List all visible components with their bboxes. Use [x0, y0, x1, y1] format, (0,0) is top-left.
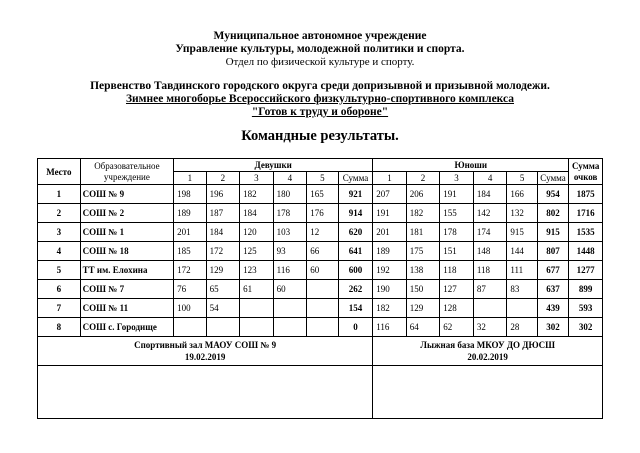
- girls-score-cell: 76: [174, 280, 207, 299]
- place-cell: 1: [38, 185, 81, 204]
- total-cell: 593: [569, 299, 603, 318]
- girls-sum-cell: 600: [338, 261, 373, 280]
- boys-score-cell: 178: [440, 223, 474, 242]
- place-cell: 4: [38, 242, 81, 261]
- boys-score-cell: 175: [406, 242, 440, 261]
- boys-score-cell: 83: [507, 280, 537, 299]
- boys-col-5-header: 5: [507, 172, 537, 185]
- girls-score-cell: 12: [307, 223, 338, 242]
- girls-score-cell: 61: [240, 280, 274, 299]
- table-row: [38, 318, 603, 337]
- table-row: [38, 242, 603, 261]
- venue-left: [38, 337, 373, 366]
- girls-score-cell: [240, 318, 274, 337]
- boys-score-cell: 181: [406, 223, 440, 242]
- boys-score-cell: 191: [373, 204, 407, 223]
- school-cell: СОШ № 11: [80, 299, 173, 318]
- girls-score-cell: 60: [273, 280, 307, 299]
- table-row: [38, 261, 603, 280]
- girls-score-cell: [174, 318, 207, 337]
- table-row: [38, 185, 603, 204]
- boys-score-cell: 128: [440, 299, 474, 318]
- table-row: [38, 299, 603, 318]
- girls-sum-cell: 914: [338, 204, 373, 223]
- girls-score-cell: 182: [240, 185, 274, 204]
- event-subtitle: Зимнее многоборье Всероссийского физкультурно-спортивного комплекса: [125, 93, 515, 105]
- boys-score-cell: 148: [473, 242, 507, 261]
- total-cell: 1875: [569, 185, 603, 204]
- blank-row: [38, 366, 603, 419]
- girls-score-cell: 189: [174, 204, 207, 223]
- event-complex: "Готов к труду и обороне": [251, 106, 389, 118]
- girls-score-cell: 180: [273, 185, 307, 204]
- girls-score-cell: [273, 299, 307, 318]
- boys-score-cell: 191: [440, 185, 474, 204]
- girls-score-cell: [307, 280, 338, 299]
- girls-score-cell: 66: [307, 242, 338, 261]
- col-boys-header: Юноши: [373, 159, 569, 172]
- boys-score-cell: 151: [440, 242, 474, 261]
- place-cell: 5: [38, 261, 81, 280]
- boys-sum-header: Сумма: [537, 172, 569, 185]
- total-cell: 302: [569, 318, 603, 337]
- girls-score-cell: [273, 318, 307, 337]
- boys-sum-cell: 677: [537, 261, 569, 280]
- boys-score-cell: 150: [406, 280, 440, 299]
- boys-score-cell: 192: [373, 261, 407, 280]
- boys-score-cell: 155: [440, 204, 474, 223]
- table-row: [38, 223, 603, 242]
- boys-score-cell: 129: [406, 299, 440, 318]
- girls-sum-cell: 0: [338, 318, 373, 337]
- col-total-header: Сумма очков: [569, 159, 603, 185]
- boys-score-cell: 132: [507, 204, 537, 223]
- boys-score-cell: [473, 299, 507, 318]
- total-cell: 899: [569, 280, 603, 299]
- boys-score-cell: [507, 299, 537, 318]
- table-row: [38, 280, 603, 299]
- girls-score-cell: 184: [240, 204, 274, 223]
- girls-col-3-header: 3: [240, 172, 274, 185]
- girls-score-cell: 198: [174, 185, 207, 204]
- boys-score-cell: 189: [373, 242, 407, 261]
- boys-score-cell: 118: [473, 261, 507, 280]
- total-cell: 1448: [569, 242, 603, 261]
- girls-score-cell: 187: [206, 204, 240, 223]
- girls-score-cell: 93: [273, 242, 307, 261]
- event-title: Первенство Тавдинского городского округа среди допризывной и призывной молодежи.: [90, 80, 550, 92]
- venue-left-date: 19.02.2019: [184, 352, 226, 362]
- girls-score-cell: 103: [273, 223, 307, 242]
- girls-score-cell: 201: [174, 223, 207, 242]
- boys-col-3-header: 3: [440, 172, 474, 185]
- org-name: Муниципальное автономное учреждение: [213, 30, 427, 42]
- school-cell: СОШ № 1: [80, 223, 173, 242]
- boys-score-cell: 64: [406, 318, 440, 337]
- col-girls-header: Девушки: [174, 159, 373, 172]
- boys-score-cell: 182: [373, 299, 407, 318]
- venue-left-name: Спортивный зал МАОУ СОШ № 9: [134, 340, 277, 350]
- boys-score-cell: 206: [406, 185, 440, 204]
- girls-score-cell: 65: [206, 280, 240, 299]
- girls-score-cell: 172: [206, 242, 240, 261]
- boys-score-cell: 138: [406, 261, 440, 280]
- girls-col-1-header: 1: [174, 172, 207, 185]
- girls-score-cell: [240, 299, 274, 318]
- venue-row: [38, 337, 603, 366]
- place-cell: 3: [38, 223, 81, 242]
- girls-score-cell: 176: [307, 204, 338, 223]
- place-cell: 2: [38, 204, 81, 223]
- place-cell: 8: [38, 318, 81, 337]
- girls-score-cell: 184: [206, 223, 240, 242]
- boys-score-cell: 111: [507, 261, 537, 280]
- girls-score-cell: 172: [174, 261, 207, 280]
- girls-col-4-header: 4: [273, 172, 307, 185]
- girls-sum-cell: 620: [338, 223, 373, 242]
- boys-col-4-header: 4: [473, 172, 507, 185]
- venue-right-name: Лыжная база МКОУ ДО ДЮСШ: [420, 340, 555, 350]
- boys-score-cell: 915: [507, 223, 537, 242]
- boys-score-cell: 28: [507, 318, 537, 337]
- girls-score-cell: 196: [206, 185, 240, 204]
- school-cell: СОШ № 2: [80, 204, 173, 223]
- girls-score-cell: 54: [206, 299, 240, 318]
- boys-sum-cell: 807: [537, 242, 569, 261]
- boys-col-1-header: 1: [373, 172, 407, 185]
- blank-right: [373, 366, 603, 419]
- girls-sum-cell: 262: [338, 280, 373, 299]
- girls-score-cell: 185: [174, 242, 207, 261]
- results-title: Командные результаты.: [241, 128, 399, 144]
- boys-sum-cell: 954: [537, 185, 569, 204]
- boys-score-cell: 166: [507, 185, 537, 204]
- place-cell: 7: [38, 299, 81, 318]
- col-place-header: Место: [38, 159, 81, 185]
- girls-score-cell: 120: [240, 223, 274, 242]
- school-cell: СОШ № 18: [80, 242, 173, 261]
- boys-score-cell: 127: [440, 280, 474, 299]
- blank-left: [38, 366, 373, 419]
- girls-col-2-header: 2: [206, 172, 240, 185]
- girls-sum-cell: 641: [338, 242, 373, 261]
- school-cell: СОШ № 9: [80, 185, 173, 204]
- boys-score-cell: 207: [373, 185, 407, 204]
- girls-score-cell: [206, 318, 240, 337]
- school-cell: СОШ с. Городище: [80, 318, 173, 337]
- place-cell: 6: [38, 280, 81, 299]
- boys-score-cell: 201: [373, 223, 407, 242]
- boys-sum-cell: 439: [537, 299, 569, 318]
- boys-score-cell: 184: [473, 185, 507, 204]
- boys-col-2-header: 2: [406, 172, 440, 185]
- girls-score-cell: 123: [240, 261, 274, 280]
- venue-right: [373, 337, 603, 366]
- boys-sum-cell: 637: [537, 280, 569, 299]
- total-cell: 1535: [569, 223, 603, 242]
- boys-score-cell: 144: [507, 242, 537, 261]
- school-cell: СОШ № 7: [80, 280, 173, 299]
- boys-score-cell: 142: [473, 204, 507, 223]
- boys-sum-cell: 802: [537, 204, 569, 223]
- girls-score-cell: [307, 318, 338, 337]
- girls-score-cell: 116: [273, 261, 307, 280]
- girls-score-cell: 165: [307, 185, 338, 204]
- boys-score-cell: 118: [440, 261, 474, 280]
- boys-score-cell: 182: [406, 204, 440, 223]
- venue-right-date: 20.02.2019: [467, 352, 508, 362]
- girls-score-cell: 125: [240, 242, 274, 261]
- boys-score-cell: 62: [440, 318, 474, 337]
- boys-score-cell: 190: [373, 280, 407, 299]
- boys-score-cell: 32: [473, 318, 507, 337]
- table-row: [38, 204, 603, 223]
- results-table: [37, 158, 603, 419]
- girls-score-cell: 178: [273, 204, 307, 223]
- girls-score-cell: [307, 299, 338, 318]
- sub-department: Отдел по физической культуре и спорту.: [225, 56, 415, 68]
- total-cell: 1277: [569, 261, 603, 280]
- boys-score-cell: 116: [373, 318, 407, 337]
- boys-score-cell: 87: [473, 280, 507, 299]
- girls-col-5-header: 5: [307, 172, 338, 185]
- col-school-header: Образовательное учреждение: [80, 159, 173, 185]
- girls-score-cell: 60: [307, 261, 338, 280]
- boys-sum-cell: 915: [537, 223, 569, 242]
- total-cell: 1716: [569, 204, 603, 223]
- girls-sum-cell: 154: [338, 299, 373, 318]
- girls-score-cell: 129: [206, 261, 240, 280]
- department-name: Управление культуры, молодежной политики и спорта.: [175, 43, 465, 55]
- boys-score-cell: 174: [473, 223, 507, 242]
- header-row-1: [38, 159, 603, 172]
- boys-sum-cell: 302: [537, 318, 569, 337]
- girls-sum-header: Сумма: [338, 172, 373, 185]
- girls-score-cell: 100: [174, 299, 207, 318]
- school-cell: ТТ им. Елохина: [80, 261, 173, 280]
- girls-sum-cell: 921: [338, 185, 373, 204]
